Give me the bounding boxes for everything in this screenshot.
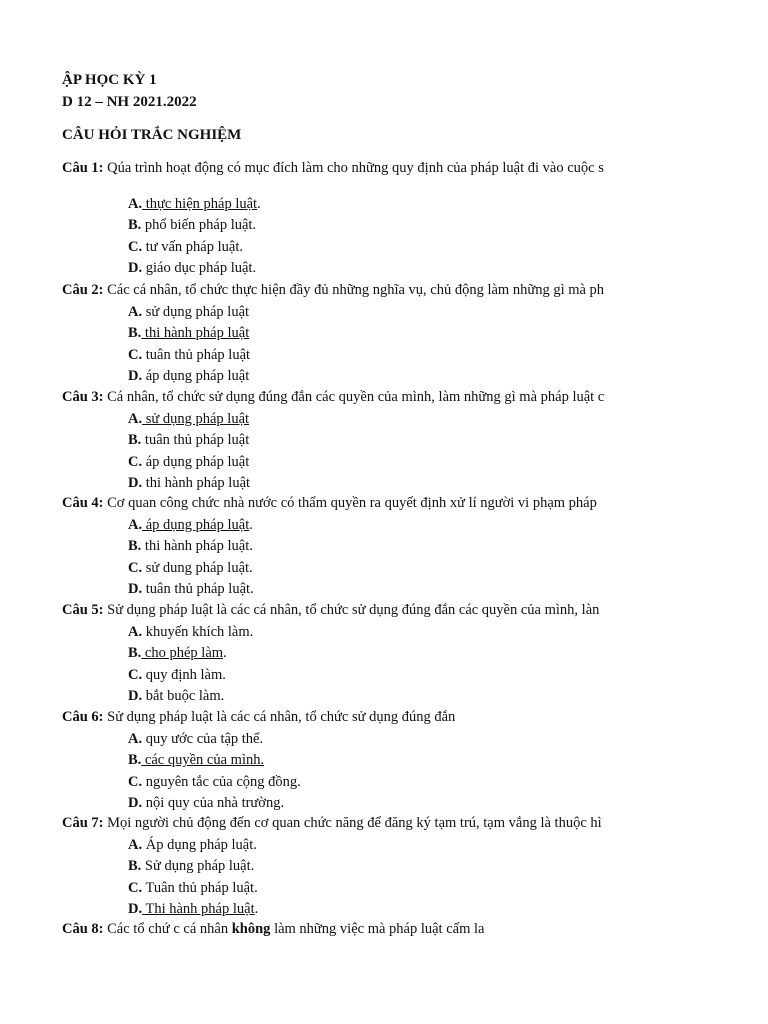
question-3 xyxy=(62,389,672,406)
option-letter: A. xyxy=(128,304,143,320)
option-letter: A. xyxy=(128,624,143,640)
option-letter: C. xyxy=(128,238,143,255)
option-text: bắt buộc làm. xyxy=(142,687,225,704)
option-text-correct: thi hành pháp luật xyxy=(141,325,250,342)
option-letter: D. xyxy=(128,367,143,384)
question-text: Các cá nhân, tổ chức thực hiện đầy đủ những nghĩa vụ, chủ động làm những gì mà ph xyxy=(107,282,605,298)
option-suffix: . xyxy=(257,196,261,212)
question-7 xyxy=(62,815,672,832)
option-text: sử dung pháp luật. xyxy=(142,559,253,576)
option-letter: B. xyxy=(128,432,142,449)
option-letter: C. xyxy=(128,346,143,363)
option-letter: C. xyxy=(128,453,143,470)
question-8 xyxy=(62,921,672,938)
option-suffix: . xyxy=(249,517,253,533)
answer-option xyxy=(128,196,261,213)
question-text-part: làm những việc mà pháp luật cấm la xyxy=(270,921,485,937)
question-label: Câu 1: xyxy=(62,160,104,176)
answer-option xyxy=(128,581,254,598)
answer-option xyxy=(128,239,243,256)
question-5 xyxy=(62,602,672,619)
answer-option xyxy=(128,260,256,277)
option-text-correct: sử dụng pháp luật xyxy=(142,411,250,427)
option-text: nguyên tắc của cộng đồng. xyxy=(142,773,301,790)
option-letter: B. xyxy=(128,752,142,769)
answer-option xyxy=(128,774,301,791)
answer-option xyxy=(128,645,227,662)
option-letter: A. xyxy=(128,196,143,212)
answer-option xyxy=(128,538,253,555)
option-letter: B. xyxy=(128,645,142,662)
answer-option xyxy=(128,837,257,854)
answer-option xyxy=(128,858,254,875)
option-letter: A. xyxy=(128,837,143,853)
question-label: Câu 7: xyxy=(62,815,104,831)
answer-option xyxy=(128,304,249,321)
option-letter: C. xyxy=(128,879,143,896)
question-2 xyxy=(62,282,672,299)
option-letter: B. xyxy=(128,858,142,875)
option-letter: D. xyxy=(128,900,143,917)
option-letter: A. xyxy=(128,517,143,533)
question-label: Câu 3: xyxy=(62,389,104,405)
question-text: Cơ quan công chức nhà nước có thẩm quyền ra quyết định xử lí người vi phạm pháp xyxy=(107,495,597,511)
answer-option xyxy=(128,624,253,641)
option-text-correct: Thi hành pháp luật xyxy=(142,900,255,917)
header-line-1: ẬP HỌC KỲ 1 xyxy=(62,72,157,88)
question-label: Câu 8: xyxy=(62,921,104,937)
question-1 xyxy=(62,160,672,177)
header-line-2: D 12 – NH 2021.2022 xyxy=(62,94,197,110)
option-text-correct: thực hiện pháp luật xyxy=(142,196,258,212)
option-text: Tuân thủ pháp luật. xyxy=(142,879,258,896)
option-text: khuyến khích làm. xyxy=(142,624,254,640)
option-text-correct: cho phép làm xyxy=(141,645,224,662)
question-text-bold: không xyxy=(231,921,271,937)
option-text-correct: áp dụng pháp luật xyxy=(142,517,250,533)
option-text: nội quy của nhà trường. xyxy=(142,794,285,811)
question-text: Mọi người chủ động đến cơ quan chức năng để đăng ký tạm trú, tạm vắng là thuộc hì xyxy=(107,815,602,831)
option-suffix: . xyxy=(223,645,227,662)
option-text: tư vấn pháp luật. xyxy=(142,238,243,255)
answer-option xyxy=(128,901,258,918)
question-label: Câu 4: xyxy=(62,495,104,511)
answer-option xyxy=(128,688,224,705)
answer-option xyxy=(128,217,256,234)
answer-option xyxy=(128,368,249,385)
option-suffix: . xyxy=(254,900,259,917)
option-letter: B. xyxy=(128,217,142,234)
option-letter: D. xyxy=(128,580,143,597)
option-text: tuân thủ pháp luật. xyxy=(142,580,254,597)
option-letter: D. xyxy=(128,794,143,811)
answer-option xyxy=(128,752,264,769)
option-text: quy định làm. xyxy=(142,666,226,683)
option-letter: D. xyxy=(128,687,143,704)
option-letter: D. xyxy=(128,474,143,491)
question-text: Sử dụng pháp luật là các cá nhân, tổ chức sử dụng đúng đắn các quyền của mình, làn xyxy=(107,602,600,618)
option-text: giáo dục pháp luật. xyxy=(142,259,257,276)
answer-option xyxy=(128,667,226,684)
option-letter: C. xyxy=(128,559,143,576)
answer-option xyxy=(128,454,249,471)
answer-option xyxy=(128,560,253,577)
option-letter: B. xyxy=(128,538,142,555)
question-label: Câu 6: xyxy=(62,709,104,725)
option-text: quy ước của tập thể. xyxy=(142,731,264,747)
question-label: Câu 5: xyxy=(62,602,104,618)
question-text: Qúa trình hoạt động có mục đích làm cho những quy định của pháp luật đi vào cuộc s xyxy=(107,160,604,176)
question-text: Sử dụng pháp luật là các cá nhân, tổ chức sử dụng đúng đắn xyxy=(107,709,456,725)
option-letter: C. xyxy=(128,666,143,683)
option-letter: A. xyxy=(128,411,143,427)
option-text: phổ biến pháp luật. xyxy=(141,217,257,234)
answer-option xyxy=(128,475,250,492)
question-text-part: Các tổ chứ c cá nhân xyxy=(107,921,232,937)
option-text: tuân thủ pháp luật xyxy=(141,432,250,449)
option-letter: D. xyxy=(128,259,143,276)
option-letter: A. xyxy=(128,731,143,747)
answer-option xyxy=(128,731,263,748)
answer-option xyxy=(128,880,258,897)
option-letter: C. xyxy=(128,773,143,790)
option-letter: B. xyxy=(128,325,142,342)
answer-option xyxy=(128,325,249,342)
option-text: thi hành pháp luật. xyxy=(141,538,253,555)
question-text: Cá nhân, tổ chức sử dụng đúng đắn các quyền của mình, làm những gì mà pháp luật c xyxy=(107,389,605,405)
option-text: Áp dụng pháp luật. xyxy=(142,837,257,853)
option-text: Sử dụng pháp luật. xyxy=(141,858,255,875)
answer-option xyxy=(128,347,250,364)
option-text-correct: các quyền của mình. xyxy=(141,752,265,769)
option-text: sử dụng pháp luật xyxy=(142,304,250,320)
question-6 xyxy=(62,709,672,726)
answer-option xyxy=(128,517,253,534)
section-title: CÂU HỎI TRẮC NGHIỆM xyxy=(62,127,242,143)
option-text: thi hành pháp luật xyxy=(142,474,251,491)
option-text: áp dụng pháp luật xyxy=(142,367,250,384)
answer-option xyxy=(128,411,249,428)
answer-option xyxy=(128,432,249,449)
option-text: áp dụng pháp luật xyxy=(142,453,250,470)
question-4 xyxy=(62,495,672,512)
option-text: tuân thủ pháp luật xyxy=(142,346,251,363)
question-label: Câu 2: xyxy=(62,282,104,298)
answer-option xyxy=(128,795,284,812)
